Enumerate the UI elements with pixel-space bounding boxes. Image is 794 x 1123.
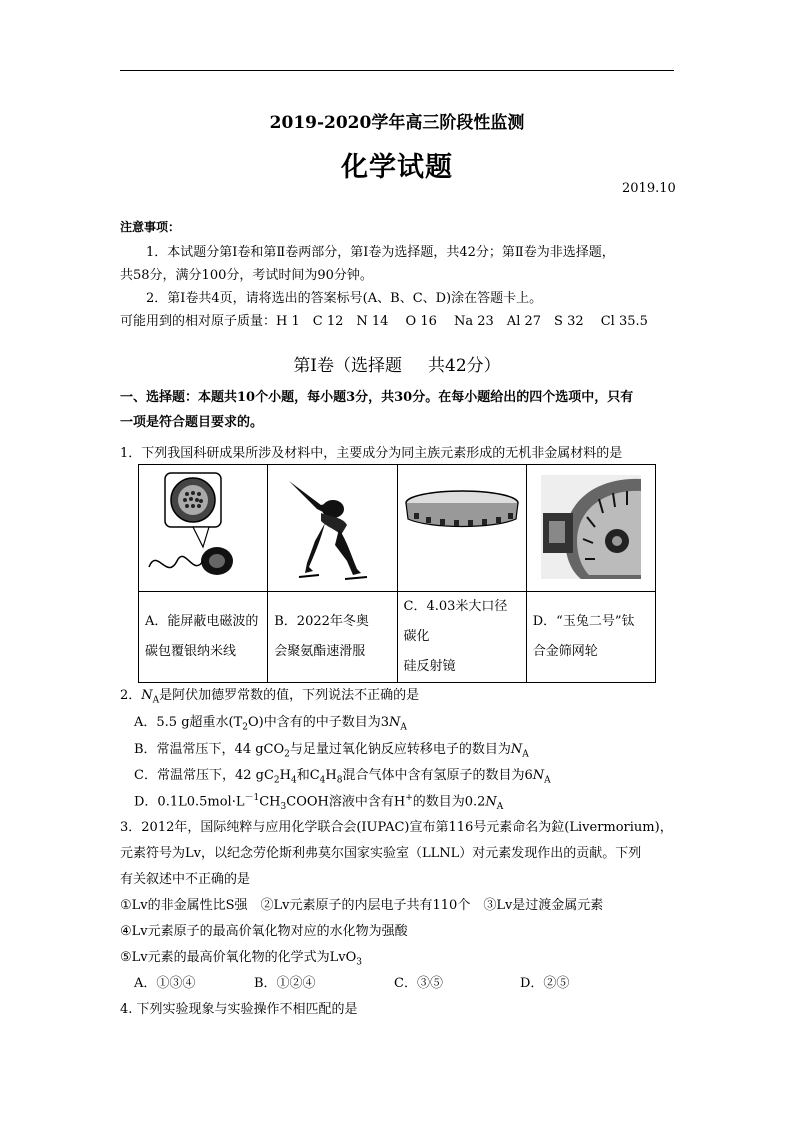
q3-line-1: 3．2012年，国际纯粹与应用化学联合会(IUPAC)宣布第116号元素命名为鉝(Livermorium)， xyxy=(120,820,673,835)
rover-wheel-image xyxy=(529,469,653,587)
q2-option-d: D．$0.1L0.5mol\cdot L^{-1}CH_3COOH$溶液中含有H+的数目为$0.2N_A$ xyxy=(134,793,504,812)
atomic-masses: 可能用到的相对原子质量：H 1 C 12 N 14 O 16 Na 23 Al 27 S 32 Cl 35.5 xyxy=(120,314,648,329)
exam-title: 化学试题 xyxy=(341,152,453,183)
exam-subtitle: 2019-2020学年高三阶段性监测 xyxy=(269,113,525,133)
notes-item-1-line-2: 共58分，满分100分，考试时间为90分钟。 xyxy=(120,268,373,283)
q3-choice-d: D．②⑤ xyxy=(520,976,570,991)
q1-stem: 1．下列我国科研成果所涉及材料中，主要成分为同主族元素形成的无机非金属材料的是 xyxy=(120,446,623,461)
q1-options-table xyxy=(138,464,656,683)
nanowire-image xyxy=(143,469,263,587)
q3-choice-c: C．③⑤ xyxy=(394,976,443,991)
q2-stem: 2．$N_A$是阿伏加德罗常数的值，下列说法不正确的是 xyxy=(120,688,420,706)
q3-statement-2: ④Lv元素原子的最高价氧化物对应的水化物为强酸 xyxy=(120,924,408,939)
q3-statement-3: ⑤Lv元素的最高价氧化物的化学式为LvO$_3$ xyxy=(120,950,363,968)
q1-option-d: D．“玉兔二号”钛 合金筛网轮 xyxy=(526,592,655,683)
mirror-image xyxy=(400,469,524,587)
q3-choice-a: A．①③④ xyxy=(134,976,196,991)
section-instructions-line-1: 一、选择题：本题共10个小题，每小题3分，共30分。在每小题给出的四个选项中，只有 xyxy=(120,390,634,405)
q1-image-b xyxy=(268,465,397,592)
section-instructions-line-2: 一项是符合题目要求的。 xyxy=(120,415,264,430)
speed-skater-image xyxy=(277,469,387,587)
q1-image-a xyxy=(139,465,268,592)
q2-option-c: C．常温常压下，42 $gC_2H_4$和$C_4H_8$混合气体中含有氢原子的数目为$6N_A$ xyxy=(134,768,551,786)
q3-statement-1: ①Lv的非金属性比S强 ②Lv元素原子的内层电子共有110个 ③Lv是过渡金属元素 xyxy=(120,898,604,913)
q1-image-d xyxy=(526,465,655,592)
q1-option-b: B．2022年冬奥 会聚氨酯速滑服 xyxy=(268,592,397,683)
q1-option-c: C．4.03米大口径碳化 硅反射镜 xyxy=(397,592,526,683)
q4-stem: 4. 下列实验现象与实验操作不相匹配的是 xyxy=(120,1002,358,1017)
q1-image-c xyxy=(397,465,526,592)
q2-option-a: A．5.5 g超重水$(T_2O)$中含有的中子数目为$3N_A$ xyxy=(134,715,407,733)
notes-heading: 注意事项： xyxy=(120,220,181,234)
q3-choice-b: B．①②④ xyxy=(254,976,316,991)
q3-line-2: 元素符号为Lv，以纪念劳伦斯利弗莫尔国家实验室（LLNL）对元素发现作出的贡献。下列 xyxy=(120,846,642,861)
exam-date: 2019.10 xyxy=(622,181,676,196)
section-heading: 第Ⅰ卷（选择题 共42分） xyxy=(293,356,501,376)
q3-line-3: 有关叙述中不正确的是 xyxy=(120,872,251,887)
q2-option-b: B．常温常压下，44 gCO$_2$与足量过氧化钠反应转移电子的数目为$N_A$ xyxy=(134,742,529,760)
notes-item-2: 2．第Ⅰ卷共4页，请将选出的答案标号(A、B、C、D)涂在答题卡上。 xyxy=(146,291,543,306)
top-rule xyxy=(120,70,674,71)
q1-option-a: A．能屏蔽电磁波的 碳包覆银纳米线 xyxy=(139,592,268,683)
notes-item-1-line-1: 1．本试题分第Ⅰ卷和第Ⅱ卷两部分，第Ⅰ卷为选择题，共42分；第Ⅱ卷为非选择题， xyxy=(146,245,615,260)
